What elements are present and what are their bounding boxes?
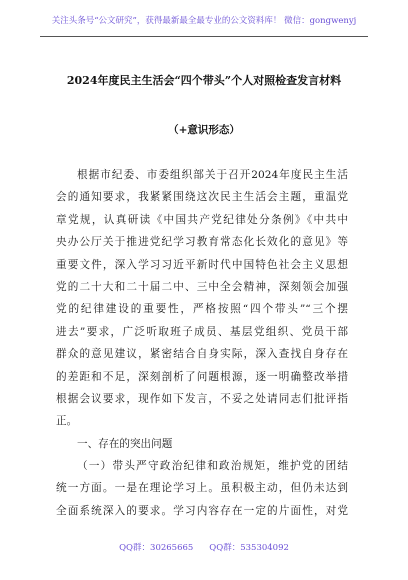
footer-qq-note: [0, 541, 408, 553]
body-line: 根据会议要求，现作如下发言，不妥之处请同志们批评指: [56, 392, 348, 405]
document-subtitle: （+意识形态）: [168, 124, 240, 136]
footer-qq-group-2: QQ群：535304092: [209, 543, 289, 553]
body-line: 全面系统深入的要求。学习内容存在一定的片面性，对党: [56, 504, 348, 517]
header-promo-note: 关注头条号“公文研究”，获得最新最全最专业的公文资料库！ 微信：gongwenyj: [51, 16, 357, 26]
body-line: 根据市纪委、市委组织部关于召开2024年度民主生活: [77, 169, 348, 181]
body-line: 统一方面。一是在理论学习上。虽积极主动，但仍未达到: [56, 482, 348, 495]
footer-qq-group-1: QQ群：30265665: [119, 543, 194, 553]
body-line: 正。: [56, 415, 78, 428]
body-line: 进去”要求，广泛听取班子成员、基层党组织、党员干部: [56, 325, 348, 338]
body-line: 群众的意见建议，紧密结合自身实际，深入查找自身存在: [56, 348, 348, 361]
document-title: 2024年度民主生活会“四个带头”个人对照检查发言材料: [66, 74, 342, 87]
section-heading: 一、存在的突出问题: [77, 437, 173, 450]
body-line: 的差距和不足，深刻剖析了问题根源，逐一明确整改举措: [56, 370, 348, 383]
body-line: （一）带头严守政治纪律和政治规矩，维护党的团结: [77, 460, 348, 473]
body-line: 会的通知要求，我紧紧围绕这次民主生活会主题，重温党: [56, 191, 348, 204]
header-divider: [40, 36, 368, 37]
document-body: [56, 164, 348, 522]
body-line: 章党规，认真研读《中国共产党纪律处分条例》《中共中: [56, 213, 348, 226]
body-line: 党的二十大和二十届二中、三中全会精神，深刻领会加强: [56, 280, 348, 293]
body-line: 党的纪律建设的重要性，严格按照“四个带头”“三个摆: [56, 303, 348, 316]
body-line: 重要文件，深入学习习近平新时代中国特色社会主义思想: [56, 258, 348, 271]
body-line: 央办公厅关于推进党纪学习教育常态化长效化的意见》等: [56, 236, 348, 249]
